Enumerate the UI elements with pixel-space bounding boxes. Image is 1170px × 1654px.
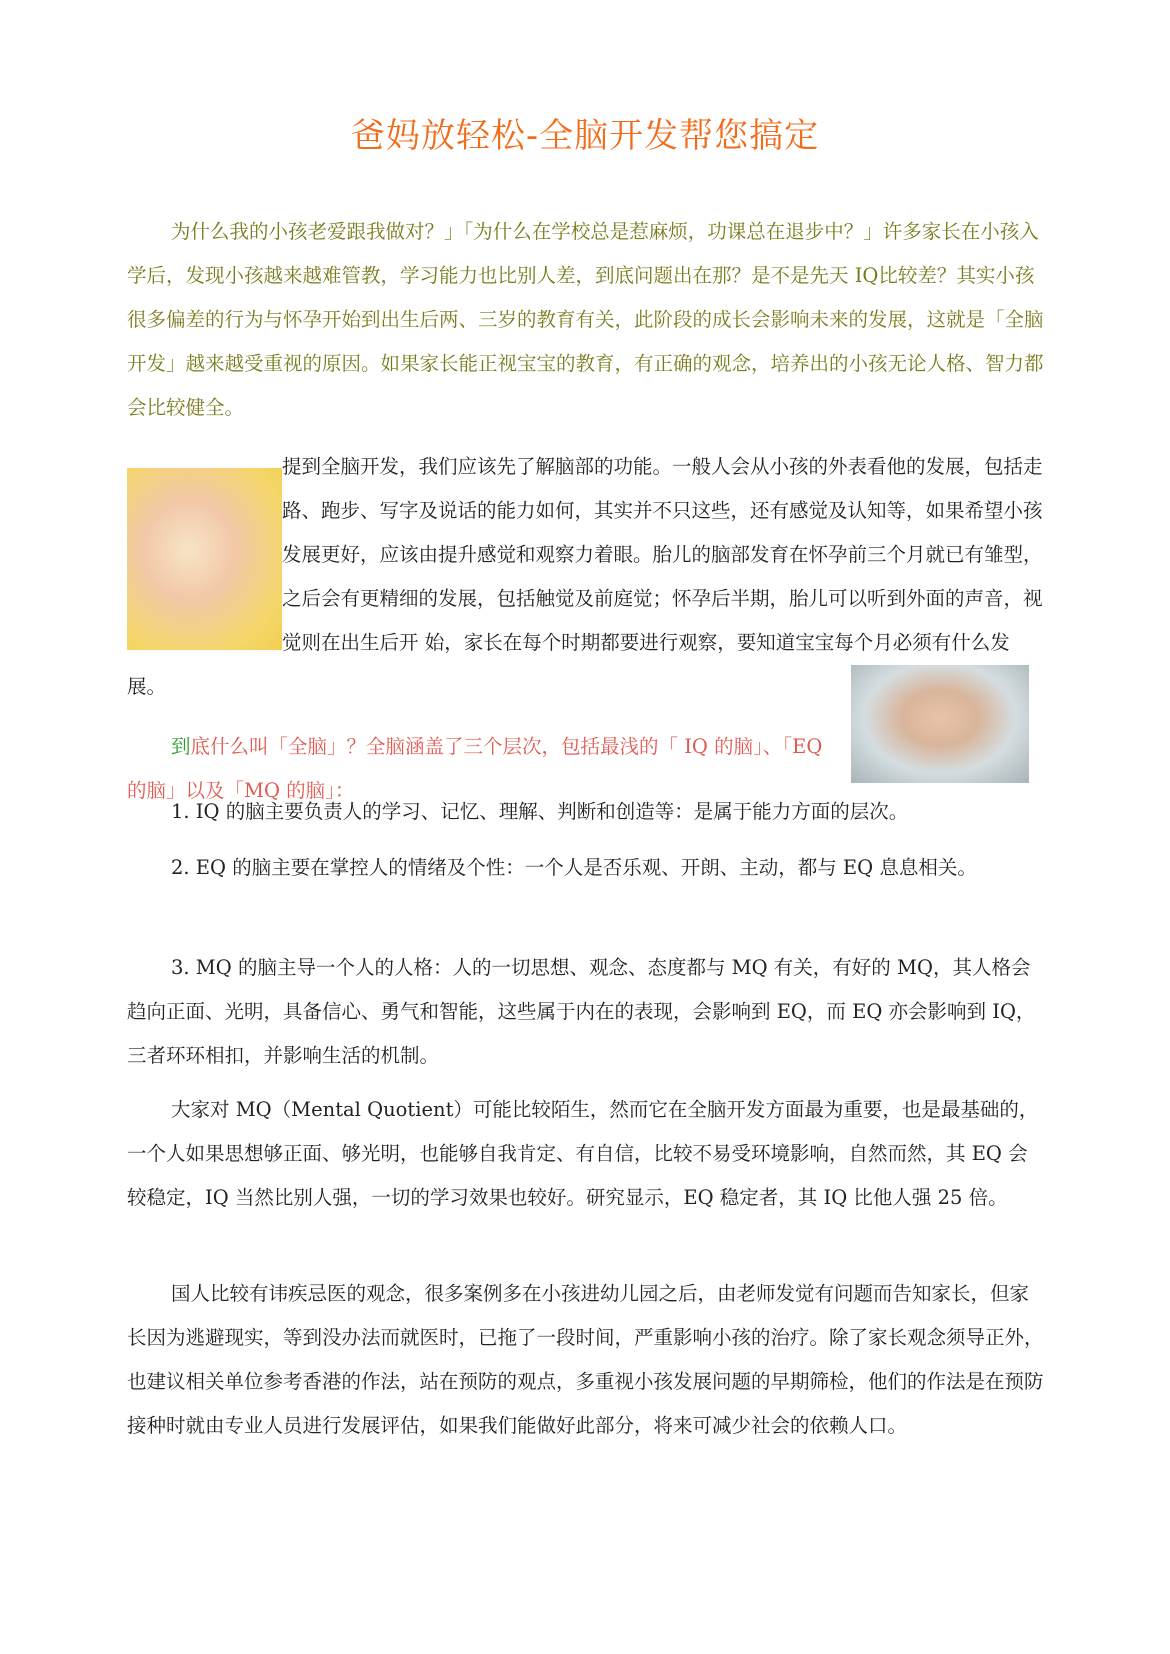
list-item-iq: 1. IQ 的脑主要负责人的学习、记忆、理解、判断和创造等：是属于能力方面的层次。 xyxy=(171,800,909,823)
photo-spacer xyxy=(127,445,282,625)
brain-paragraph-text: 提到全脑开发，我们应该先了解脑部的功能。一般人会从小孩的外表看他的发展，包括走路、跑步、写字及说话的能力如何，其实并不只这些，还有感觉及认知等，如果希望小孩发展更好，应该由提升感觉和观察力着眼。胎儿的脑部发育在怀孕前三个月就已有雏型，之后会有更精细的发展，包括触觉及前庭觉；怀孕后半期，胎儿可以听到外面的声音，视觉则在出生后开 始，家长在每个时期都要进行观察，要知道宝宝每个月必须有什么发展。 xyxy=(127,455,1043,698)
page-title: 爸妈放轻松-全脑开发帮您搞定 xyxy=(350,116,820,156)
heading-text: 底什么叫「全脑」？全脑涵盖了三个层次，包括最浅的「 IQ 的脑」、「EQ 的脑」以及「MQ 的脑」： xyxy=(127,735,823,802)
mq-paragraph: 大家对 MQ（Mental Quotient）可能比较陌生，然而它在全脑开发方面最为重要，也是最基础的，一个人如果思想够正面、够光明，也能够自我肯定、有自信，比较不易受环境影响，自然而然，其 EQ 会较稳定，IQ 当然比别人强，一切的学习效果也较好。研究显示，EQ 稳定者，其 IQ 比他人强 25 倍。 xyxy=(127,1098,1039,1209)
list-item-mq: 3. MQ 的脑主导一个人的人格：人的一切思想、观念、态度都与 MQ 有关，有好的 MQ，其人格会趋向正面、光明，具备信心、勇气和智能，这些属于内在的表现，会影响到 EQ，而 EQ 亦会影响到 IQ，三者环环相扣，并影响生活的机制。 xyxy=(127,956,1036,1067)
list-item-eq: 2. EQ 的脑主要在掌控人的情绪及个性：一个人是否乐观、开朗、主动，都与 EQ 息息相关。 xyxy=(171,856,977,879)
heading-first-char: 到 xyxy=(171,735,191,758)
baby-photo-sitting xyxy=(851,665,1029,783)
intro-paragraph: 为什么我的小孩老爱跟我做对？」「为什么在学校总是惹麻烦，功课总在退步中？」许多家长在小孩入学后，发现小孩越来越难管教，学习能力也比别人差，到底问题出在那？是不是先天 IQ比较差？其实小孩很多偏差的行为与怀孕开始到出生后两、三岁的教育有关，此阶段的成长会影响未来的发展，这就是「全脑开发」越来越受重视的原因。如果家长能正视宝宝的教育，有正确的观念，培养出的小孩无论人格、智力都会比较健全。 xyxy=(127,220,1044,419)
final-paragraph: 国人比较有讳疾忌医的观念，很多案例多在小孩进幼儿园之后，由老师发觉有问题而告知家长，但家长因为逃避现实，等到没办法而就医时，已拖了一段时间，严重影响小孩的治疗。除了家长观念须导正外，也建议相关单位参考香港的作法，站在预防的观点，多重视小孩发展问题的早期筛检，他们的作法是在预防接种时就由专业人员进行发展评估，如果我们能做好此部分，将来可减少社会的依赖人口。 xyxy=(127,1282,1044,1437)
